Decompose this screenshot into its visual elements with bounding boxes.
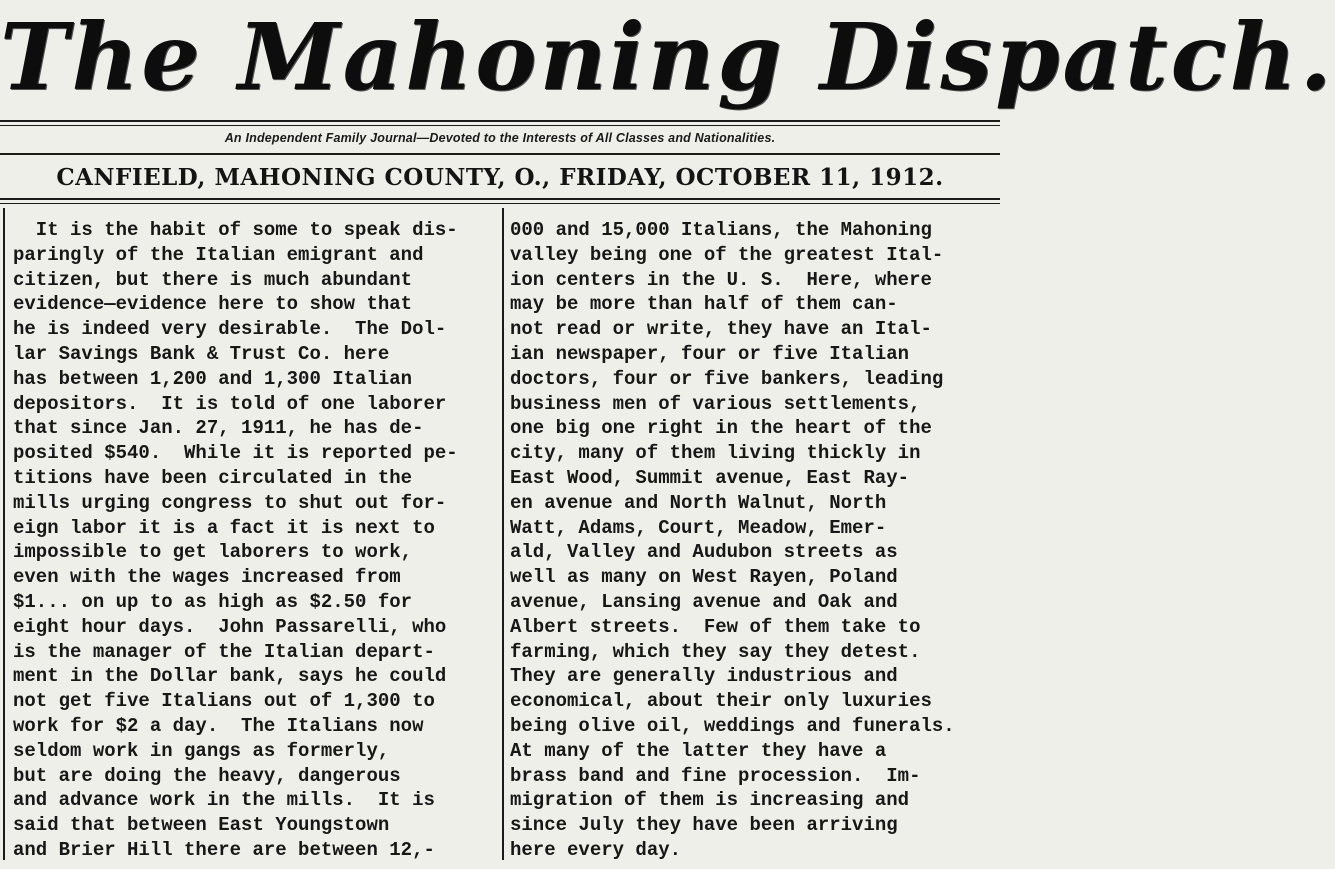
article-line: Albert streets. Few of them take to	[510, 615, 921, 638]
article-line: valley being one of the greatest Ital-	[510, 243, 944, 266]
article-line: eign labor it is a fact it is next to	[13, 516, 435, 539]
article-line: has between 1,200 and 1,300 Italian	[13, 367, 413, 390]
column-rule-left	[3, 208, 5, 860]
dateline: CANFIELD, MAHONING COUNTY, O., FRIDAY, OCTOBER 11, 1912.	[56, 164, 944, 191]
article-line: ian newspaper, four or five Italian	[510, 342, 910, 365]
article-line: work for $2 a day. The Italians now	[13, 714, 424, 737]
article-line: avenue, Lansing avenue and Oak and	[510, 590, 898, 613]
article-line: doctors, four or five bankers, leading	[510, 367, 944, 390]
article-line: since July they have been arriving	[510, 814, 898, 837]
article-line: not read or write, they have an Ital-	[510, 318, 932, 341]
article-line: well as many on West Rayen, Poland	[510, 566, 898, 589]
article-line: en avenue and North Walnut, North	[510, 491, 887, 514]
article-line: evidence—evidence here to show that	[13, 293, 413, 316]
article-line: not get five Italians out of 1,300 to	[13, 690, 435, 713]
article-line: citizen, but there is much abundant	[13, 268, 413, 291]
article-line: impossible to get laborers to work,	[13, 541, 413, 564]
article-line: migration of them is increasing and	[510, 789, 910, 812]
article-line: ald, Valley and Audubon streets as	[510, 541, 898, 564]
masthead	[0, 0, 1335, 118]
article-line: seldom work in gangs as formerly,	[13, 739, 390, 762]
article-line: 000 and 15,000 Italians, the Mahoning	[510, 219, 932, 241]
article-line: depositors. It is told of one laborer	[13, 392, 447, 415]
article-column-right	[510, 218, 994, 863]
dateline-rule-top	[0, 153, 1000, 155]
article-line: but are doing the heavy, dangerous	[13, 764, 401, 787]
article-line: East Wood, Summit avenue, East Ray-	[510, 466, 910, 489]
masthead-rule-bottom	[0, 125, 1000, 126]
article-line: and advance work in the mills. It is	[13, 789, 435, 812]
article-line: he is indeed very desirable. The Dol-	[13, 318, 447, 341]
article-line: eight hour days. John Passarelli, who	[13, 615, 447, 638]
article-line: here every day.	[510, 838, 682, 861]
article-line: ion centers in the U. S. Here, where	[510, 268, 932, 291]
article-line: one big one right in the heart of the	[510, 417, 932, 440]
article-line: may be more than half of them can-	[510, 293, 898, 316]
article-line: being olive oil, weddings and funerals.	[510, 714, 955, 737]
tagline: An Independent Family Journal—Devoted to the Interests of All Classes and Nationalities.	[224, 131, 776, 145]
article-line: At many of the latter they have a	[510, 739, 887, 762]
article-line: They are generally industrious and	[510, 665, 898, 688]
dateline-rule-bottom	[0, 198, 1000, 200]
article-line: economical, about their only luxuries	[510, 690, 932, 713]
article-line: that since Jan. 27, 1911, he has de-	[13, 417, 424, 440]
article-line: is the manager of the Italian depart-	[13, 640, 435, 663]
article-line: mills urging congress to shut out for-	[13, 491, 447, 514]
article-line: and Brier Hill there are between 12,-	[13, 838, 435, 861]
masthead-rule-top	[0, 120, 1000, 122]
article-line: ment in the Dollar bank, says he could	[13, 665, 447, 688]
article-line: said that between East Youngstown	[13, 814, 390, 837]
article-line: even with the wages increased from	[13, 566, 401, 589]
article-line: farming, which they say they detest.	[510, 640, 921, 663]
article-line: city, many of them living thickly in	[510, 442, 921, 465]
dateline-rule-double	[0, 203, 1000, 204]
article-column-left	[13, 218, 497, 863]
article-line: business men of various settlements,	[510, 392, 921, 415]
column-rule-center	[502, 208, 504, 860]
article-line: titions have been circulated in the	[13, 466, 413, 489]
newspaper-title: The Mahoning Dispatch.	[0, 3, 1335, 111]
article-line: lar Savings Bank & Trust Co. here	[13, 342, 390, 365]
article-line: It is the habit of some to speak dis-	[13, 219, 458, 241]
article-line: paringly of the Italian emigrant and	[13, 243, 424, 266]
article-line: posited $540. While it is reported pe-	[13, 442, 458, 465]
article-line: $1... on up to as high as $2.50 for	[13, 590, 413, 613]
article-line: Watt, Adams, Court, Meadow, Emer-	[510, 516, 887, 539]
article-line: brass band and fine procession. Im-	[510, 764, 921, 787]
